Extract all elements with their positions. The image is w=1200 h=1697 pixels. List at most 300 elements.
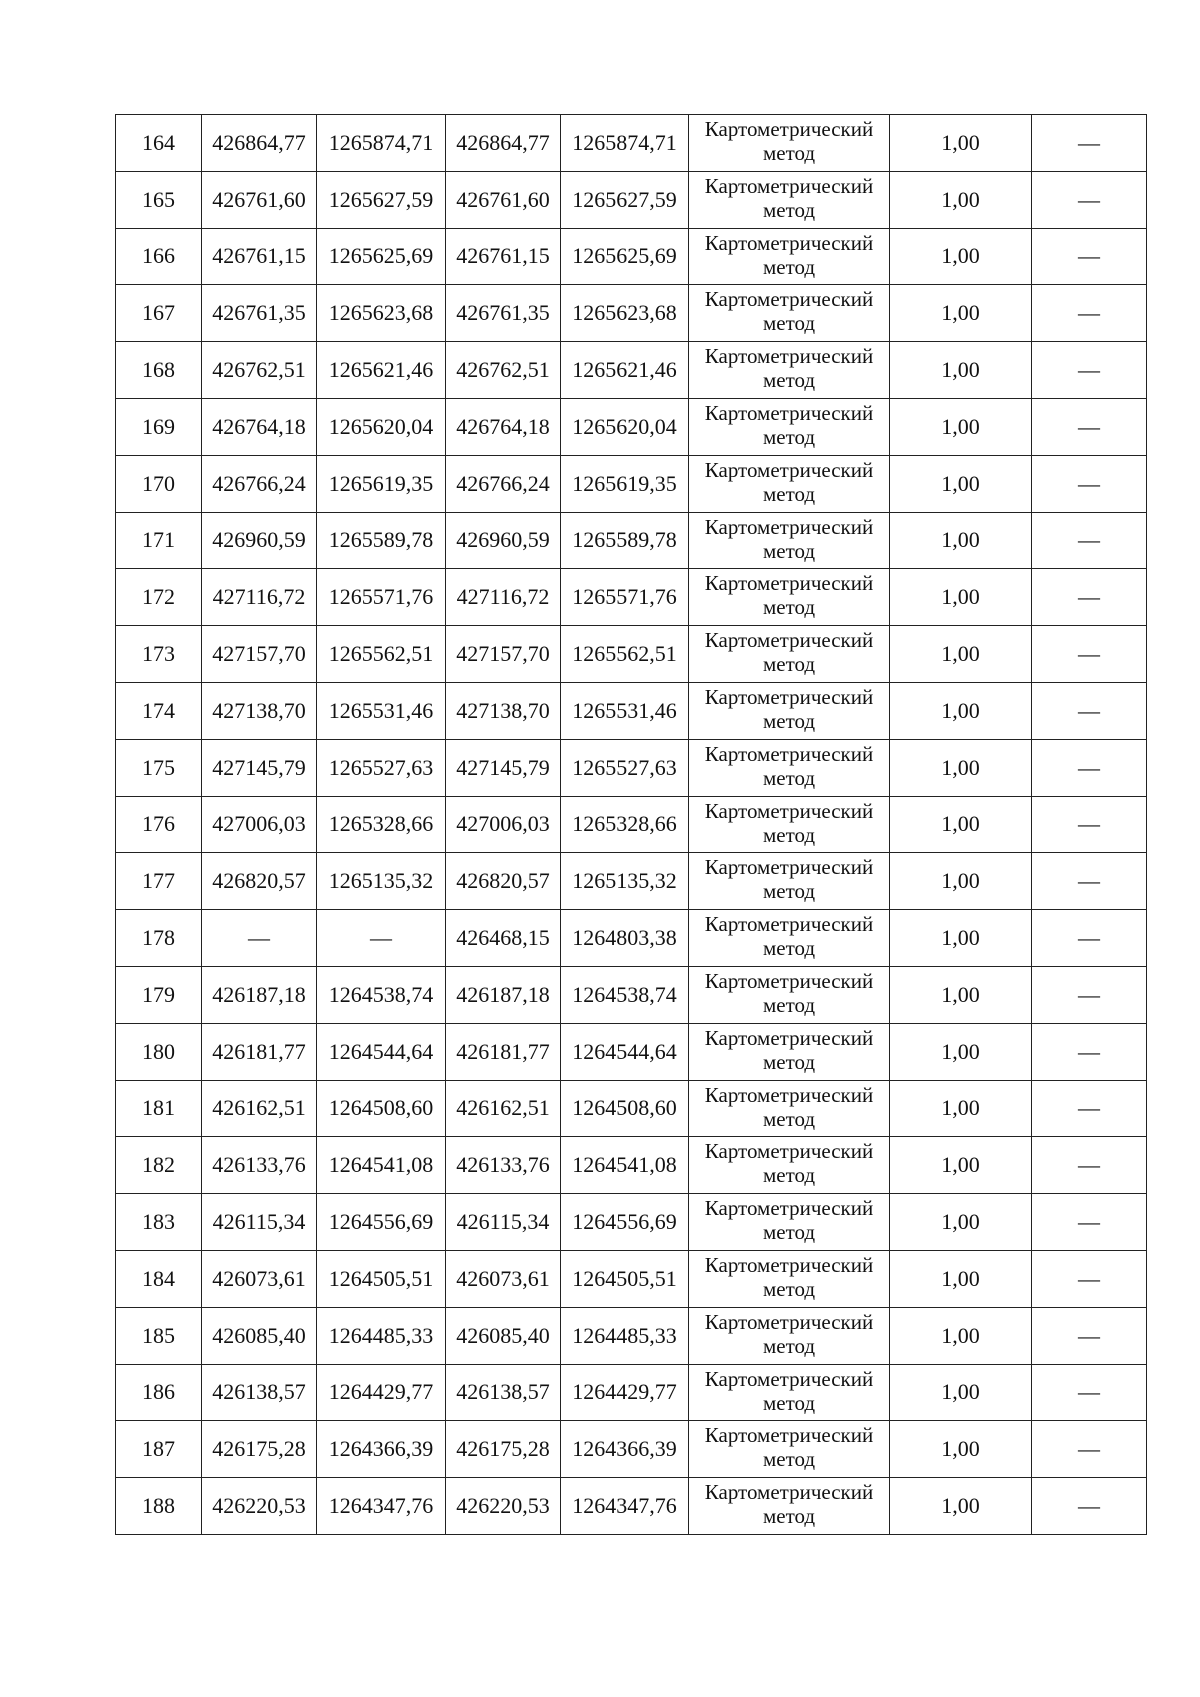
point-number-cell (116, 1080, 202, 1137)
description-cell-text: — (1078, 1152, 1100, 1178)
table-row (116, 455, 1147, 512)
accuracy-cell-text: 1,00 (941, 754, 980, 780)
point-number-cell-text: 187 (142, 1436, 175, 1462)
accuracy-cell (890, 1137, 1032, 1194)
accuracy-cell (890, 853, 1032, 910)
accuracy-cell-text: 1,00 (941, 811, 980, 837)
description-cell (1032, 285, 1147, 342)
accuracy-cell (890, 115, 1032, 172)
existing-y-cell (317, 682, 446, 739)
method-cell-text: Картометрический метод (704, 1196, 874, 1245)
method-cell (689, 1023, 890, 1080)
refined-y-cell (561, 1080, 689, 1137)
existing-x-cell-text: 426220,53 (212, 1493, 306, 1519)
existing-x-cell (202, 1478, 317, 1535)
description-cell-text: — (1078, 186, 1100, 212)
existing-x-cell-text: 426761,35 (212, 300, 306, 326)
refined-y-cell-text: 1265623,68 (572, 300, 677, 326)
method-cell (689, 398, 890, 455)
existing-x-cell-text: 426175,28 (212, 1436, 306, 1462)
method-cell (689, 1307, 890, 1364)
existing-x-cell (202, 1080, 317, 1137)
point-number-cell (116, 455, 202, 512)
refined-x-cell (446, 115, 561, 172)
point-number-cell-text: 185 (142, 1322, 175, 1348)
existing-x-cell (202, 1307, 317, 1364)
refined-x-cell-text: 427157,70 (456, 641, 550, 667)
point-number-cell-text: 173 (142, 641, 175, 667)
description-cell-text: — (1078, 1038, 1100, 1064)
description-cell (1032, 626, 1147, 683)
method-cell (689, 455, 890, 512)
description-cell (1032, 1250, 1147, 1307)
existing-y-cell (317, 512, 446, 569)
description-cell-text: — (1078, 925, 1100, 951)
point-number-cell (116, 512, 202, 569)
table-row (116, 1421, 1147, 1478)
refined-x-cell (446, 1478, 561, 1535)
existing-x-cell (202, 512, 317, 569)
existing-x-cell (202, 398, 317, 455)
description-cell-text: — (1078, 243, 1100, 269)
method-cell-text: Картометрический метод (704, 912, 874, 961)
refined-y-cell-text: 1264538,74 (572, 981, 677, 1007)
refined-x-cell-text: 426960,59 (456, 527, 550, 553)
refined-y-cell-text: 1264347,76 (572, 1493, 677, 1519)
existing-y-cell (317, 1307, 446, 1364)
accuracy-cell (890, 398, 1032, 455)
point-number-cell (116, 966, 202, 1023)
table-row (116, 739, 1147, 796)
existing-x-cell-text: 426761,60 (212, 186, 306, 212)
point-number-cell (116, 1478, 202, 1535)
refined-y-cell (561, 1137, 689, 1194)
accuracy-cell-text: 1,00 (941, 925, 980, 951)
refined-x-cell (446, 910, 561, 967)
point-number-cell (116, 171, 202, 228)
refined-y-cell-text: 1264508,60 (572, 1095, 677, 1121)
method-cell-text: Картометрический метод (704, 514, 874, 563)
refined-y-cell (561, 966, 689, 1023)
description-cell-text: — (1078, 1265, 1100, 1291)
method-cell-text: Картометрический метод (704, 1423, 874, 1472)
existing-x-cell-text: 426764,18 (212, 413, 306, 439)
method-cell-text: Картометрический метод (704, 1139, 874, 1188)
description-cell-text: — (1078, 1436, 1100, 1462)
accuracy-cell-text: 1,00 (941, 1493, 980, 1519)
existing-y-cell (317, 115, 446, 172)
existing-y-cell-text: 1265620,04 (328, 413, 434, 439)
existing-y-cell-text: — (370, 925, 392, 951)
existing-y-cell (317, 626, 446, 683)
existing-x-cell-text: 426085,40 (212, 1322, 306, 1348)
refined-x-cell-text: 426761,60 (456, 186, 550, 212)
existing-y-cell (317, 285, 446, 342)
point-number-cell (116, 682, 202, 739)
existing-x-cell (202, 966, 317, 1023)
point-number-cell-text: 166 (142, 243, 175, 269)
accuracy-cell-text: 1,00 (941, 300, 980, 326)
point-number-cell-text: 170 (142, 470, 175, 496)
existing-x-cell-text: 427138,70 (212, 697, 306, 723)
point-number-cell (116, 796, 202, 853)
method-cell-text: Картометрический метод (704, 1025, 874, 1074)
refined-y-cell (561, 853, 689, 910)
description-cell (1032, 455, 1147, 512)
refined-x-cell (446, 682, 561, 739)
description-cell (1032, 342, 1147, 399)
refined-y-cell (561, 285, 689, 342)
description-cell (1032, 1080, 1147, 1137)
description-cell (1032, 966, 1147, 1023)
accuracy-cell-text: 1,00 (941, 868, 980, 894)
point-number-cell (116, 115, 202, 172)
existing-x-cell (202, 115, 317, 172)
point-number-cell-text: 188 (142, 1493, 175, 1519)
existing-y-cell-text: 1265621,46 (328, 357, 434, 383)
refined-y-cell-text: 1265619,35 (572, 470, 677, 496)
point-number-cell-text: 178 (142, 925, 175, 951)
description-cell (1032, 115, 1147, 172)
description-cell (1032, 1307, 1147, 1364)
refined-y-cell-text: 1264429,77 (572, 1379, 677, 1405)
table-row (116, 398, 1147, 455)
method-cell (689, 1421, 890, 1478)
accuracy-cell-text: 1,00 (941, 186, 980, 212)
existing-y-cell (317, 1421, 446, 1478)
description-cell (1032, 682, 1147, 739)
existing-y-cell (317, 853, 446, 910)
method-cell (689, 342, 890, 399)
accuracy-cell (890, 171, 1032, 228)
refined-y-cell-text: 1265627,59 (572, 186, 677, 212)
existing-y-cell-text: 1265627,59 (328, 186, 434, 212)
refined-y-cell (561, 739, 689, 796)
refined-y-cell (561, 228, 689, 285)
point-number-cell (116, 285, 202, 342)
refined-x-cell-text: 427006,03 (456, 811, 550, 837)
table-row (116, 853, 1147, 910)
existing-y-cell-text: 1265874,71 (328, 129, 434, 155)
refined-y-cell (561, 1023, 689, 1080)
refined-y-cell (561, 1307, 689, 1364)
refined-y-cell (561, 796, 689, 853)
refined-x-cell (446, 1194, 561, 1251)
table-row (116, 1023, 1147, 1080)
refined-x-cell (446, 796, 561, 853)
refined-y-cell-text: 1264556,69 (572, 1209, 677, 1235)
description-cell-text: — (1078, 300, 1100, 326)
accuracy-cell-text: 1,00 (941, 1038, 980, 1064)
description-cell (1032, 228, 1147, 285)
refined-x-cell (446, 1364, 561, 1421)
point-number-cell (116, 1421, 202, 1478)
method-cell-text: Картометрический метод (704, 287, 874, 336)
refined-y-cell (561, 512, 689, 569)
point-number-cell (116, 1194, 202, 1251)
table-row (116, 569, 1147, 626)
refined-x-cell (446, 1250, 561, 1307)
description-cell-text: — (1078, 584, 1100, 610)
accuracy-cell-text: 1,00 (941, 1322, 980, 1348)
existing-y-cell-text: 1265623,68 (328, 300, 434, 326)
table-row (116, 910, 1147, 967)
refined-x-cell-text: 426761,15 (456, 243, 550, 269)
refined-x-cell-text: 426073,61 (456, 1265, 550, 1291)
point-number-cell-text: 164 (142, 129, 175, 155)
point-number-cell-text: 171 (142, 527, 175, 553)
existing-x-cell-text: 427157,70 (212, 641, 306, 667)
existing-y-cell-text: 1264541,08 (328, 1152, 434, 1178)
refined-x-cell-text: 426766,24 (456, 470, 550, 496)
refined-x-cell-text: 426138,57 (456, 1379, 550, 1405)
table-row (116, 626, 1147, 683)
existing-x-cell-text: 426960,59 (212, 527, 306, 553)
method-cell (689, 1080, 890, 1137)
existing-y-cell-text: 1265527,63 (328, 754, 434, 780)
description-cell-text: — (1078, 868, 1100, 894)
existing-y-cell (317, 398, 446, 455)
refined-x-cell (446, 398, 561, 455)
existing-y-cell (317, 1194, 446, 1251)
method-cell (689, 569, 890, 626)
method-cell-text: Картометрический метод (704, 741, 874, 790)
point-number-cell-text: 169 (142, 413, 175, 439)
existing-x-cell-text: 426138,57 (212, 1379, 306, 1405)
description-cell-text: — (1078, 357, 1100, 383)
method-cell-text: Картометрический метод (704, 1309, 874, 1358)
accuracy-cell-text: 1,00 (941, 357, 980, 383)
refined-y-cell (561, 682, 689, 739)
description-cell (1032, 853, 1147, 910)
method-cell-text: Картометрический метод (704, 798, 874, 847)
method-cell-text: Картометрический метод (704, 230, 874, 279)
existing-y-cell-text: 1264538,74 (328, 981, 434, 1007)
table-row (116, 1478, 1147, 1535)
point-number-cell-text: 181 (142, 1095, 175, 1121)
existing-x-cell-text: 426187,18 (212, 981, 306, 1007)
existing-y-cell (317, 1080, 446, 1137)
refined-y-cell-text: 1264485,33 (572, 1322, 677, 1348)
existing-x-cell-text: 426181,77 (212, 1038, 306, 1064)
method-cell-text: Картометрический метод (704, 571, 874, 620)
point-number-cell (116, 1023, 202, 1080)
point-number-cell (116, 398, 202, 455)
description-cell (1032, 910, 1147, 967)
refined-x-cell-text: 426085,40 (456, 1322, 550, 1348)
refined-x-cell (446, 1080, 561, 1137)
existing-y-cell-text: 1265562,51 (328, 641, 434, 667)
description-cell-text: — (1078, 1322, 1100, 1348)
point-number-cell (116, 569, 202, 626)
existing-y-cell-text: 1264508,60 (328, 1095, 434, 1121)
coordinates-table (115, 114, 1147, 1535)
method-cell-text: Картометрический метод (704, 1252, 874, 1301)
accuracy-cell-text: 1,00 (941, 584, 980, 610)
accuracy-cell-text: 1,00 (941, 1379, 980, 1405)
refined-y-cell-text: 1265531,46 (572, 697, 677, 723)
existing-y-cell (317, 966, 446, 1023)
existing-y-cell-text: 1264485,33 (328, 1322, 434, 1348)
refined-y-cell-text: 1264505,51 (572, 1265, 677, 1291)
existing-y-cell (317, 1364, 446, 1421)
refined-x-cell (446, 739, 561, 796)
table-body (116, 115, 1147, 1535)
accuracy-cell (890, 1364, 1032, 1421)
existing-x-cell (202, 228, 317, 285)
method-cell (689, 1137, 890, 1194)
method-cell (689, 910, 890, 967)
existing-y-cell (317, 1250, 446, 1307)
table-row (116, 1137, 1147, 1194)
refined-x-cell (446, 626, 561, 683)
method-cell (689, 739, 890, 796)
accuracy-cell (890, 455, 1032, 512)
description-cell (1032, 1421, 1147, 1478)
accuracy-cell (890, 682, 1032, 739)
table-row (116, 1080, 1147, 1137)
point-number-cell (116, 1364, 202, 1421)
refined-y-cell (561, 569, 689, 626)
existing-x-cell (202, 1421, 317, 1478)
existing-y-cell-text: 1265531,46 (328, 697, 434, 723)
point-number-cell-text: 179 (142, 981, 175, 1007)
refined-y-cell (561, 1421, 689, 1478)
accuracy-cell (890, 626, 1032, 683)
refined-y-cell-text: 1265620,04 (572, 413, 677, 439)
point-number-cell (116, 910, 202, 967)
existing-y-cell-text: 1264544,64 (328, 1038, 434, 1064)
existing-x-cell (202, 910, 317, 967)
refined-x-cell-text: 426764,18 (456, 413, 550, 439)
existing-y-cell (317, 569, 446, 626)
description-cell-text: — (1078, 1493, 1100, 1519)
description-cell-text: — (1078, 981, 1100, 1007)
description-cell (1032, 512, 1147, 569)
method-cell-text: Картометрический метод (704, 1480, 874, 1529)
description-cell-text: — (1078, 697, 1100, 723)
table-row (116, 1250, 1147, 1307)
existing-x-cell (202, 796, 317, 853)
refined-x-cell (446, 853, 561, 910)
table-row (116, 1364, 1147, 1421)
refined-x-cell-text: 427138,70 (456, 697, 550, 723)
point-number-cell (116, 342, 202, 399)
refined-x-cell (446, 569, 561, 626)
existing-y-cell-text: 1264505,51 (328, 1265, 434, 1291)
existing-y-cell-text: 1264429,77 (328, 1379, 434, 1405)
refined-x-cell (446, 1421, 561, 1478)
method-cell-text: Картометрический метод (704, 400, 874, 449)
description-cell-text: — (1078, 1095, 1100, 1121)
existing-x-cell-text: 426864,77 (212, 129, 306, 155)
table-row (116, 115, 1147, 172)
accuracy-cell (890, 966, 1032, 1023)
existing-x-cell (202, 455, 317, 512)
accuracy-cell-text: 1,00 (941, 413, 980, 439)
table-row (116, 171, 1147, 228)
accuracy-cell-text: 1,00 (941, 1436, 980, 1462)
refined-x-cell (446, 285, 561, 342)
refined-y-cell-text: 1264544,64 (572, 1038, 677, 1064)
accuracy-cell (890, 1307, 1032, 1364)
description-cell-text: — (1078, 811, 1100, 837)
existing-y-cell (317, 1137, 446, 1194)
existing-x-cell-text: 426133,76 (212, 1152, 306, 1178)
method-cell-text: Картометрический метод (704, 1366, 874, 1415)
table-row (116, 342, 1147, 399)
accuracy-cell (890, 512, 1032, 569)
description-cell (1032, 1137, 1147, 1194)
point-number-cell-text: 174 (142, 697, 175, 723)
existing-y-cell-text: 1264556,69 (328, 1209, 434, 1235)
refined-y-cell-text: 1265527,63 (572, 754, 677, 780)
refined-y-cell-text: 1265571,76 (572, 584, 677, 610)
accuracy-cell (890, 1194, 1032, 1251)
method-cell (689, 682, 890, 739)
existing-x-cell-text: 426820,57 (212, 868, 306, 894)
existing-y-cell (317, 171, 446, 228)
accuracy-cell (890, 739, 1032, 796)
existing-y-cell-text: 1265328,66 (328, 811, 434, 837)
point-number-cell-text: 165 (142, 186, 175, 212)
existing-y-cell (317, 1023, 446, 1080)
existing-x-cell-text: 426766,24 (212, 470, 306, 496)
description-cell (1032, 739, 1147, 796)
refined-x-cell-text: 426468,15 (456, 925, 550, 951)
method-cell (689, 115, 890, 172)
point-number-cell (116, 1250, 202, 1307)
accuracy-cell (890, 285, 1032, 342)
accuracy-cell-text: 1,00 (941, 527, 980, 553)
accuracy-cell (890, 910, 1032, 967)
existing-x-cell-text: 427006,03 (212, 811, 306, 837)
point-number-cell-text: 182 (142, 1152, 175, 1178)
point-number-cell (116, 853, 202, 910)
accuracy-cell-text: 1,00 (941, 697, 980, 723)
point-number-cell (116, 739, 202, 796)
existing-x-cell-text: 426761,15 (212, 243, 306, 269)
method-cell (689, 626, 890, 683)
refined-x-cell-text: 426761,35 (456, 300, 550, 326)
point-number-cell-text: 175 (142, 754, 175, 780)
refined-y-cell (561, 398, 689, 455)
existing-x-cell (202, 1194, 317, 1251)
method-cell-text: Картометрический метод (704, 173, 874, 222)
accuracy-cell (890, 1250, 1032, 1307)
method-cell (689, 171, 890, 228)
description-cell-text: — (1078, 129, 1100, 155)
existing-y-cell-text: 1265135,32 (328, 868, 434, 894)
method-cell-text: Картометрический метод (704, 344, 874, 393)
description-cell (1032, 1194, 1147, 1251)
existing-x-cell (202, 342, 317, 399)
method-cell (689, 228, 890, 285)
existing-x-cell (202, 626, 317, 683)
method-cell (689, 1250, 890, 1307)
accuracy-cell-text: 1,00 (941, 470, 980, 496)
existing-x-cell-text: — (248, 925, 270, 951)
point-number-cell-text: 177 (142, 868, 175, 894)
accuracy-cell-text: 1,00 (941, 1152, 980, 1178)
method-cell (689, 1364, 890, 1421)
table-row (116, 796, 1147, 853)
point-number-cell-text: 167 (142, 300, 175, 326)
point-number-cell-text: 172 (142, 584, 175, 610)
refined-y-cell (561, 1194, 689, 1251)
existing-x-cell-text: 427116,72 (212, 584, 306, 610)
existing-x-cell (202, 682, 317, 739)
